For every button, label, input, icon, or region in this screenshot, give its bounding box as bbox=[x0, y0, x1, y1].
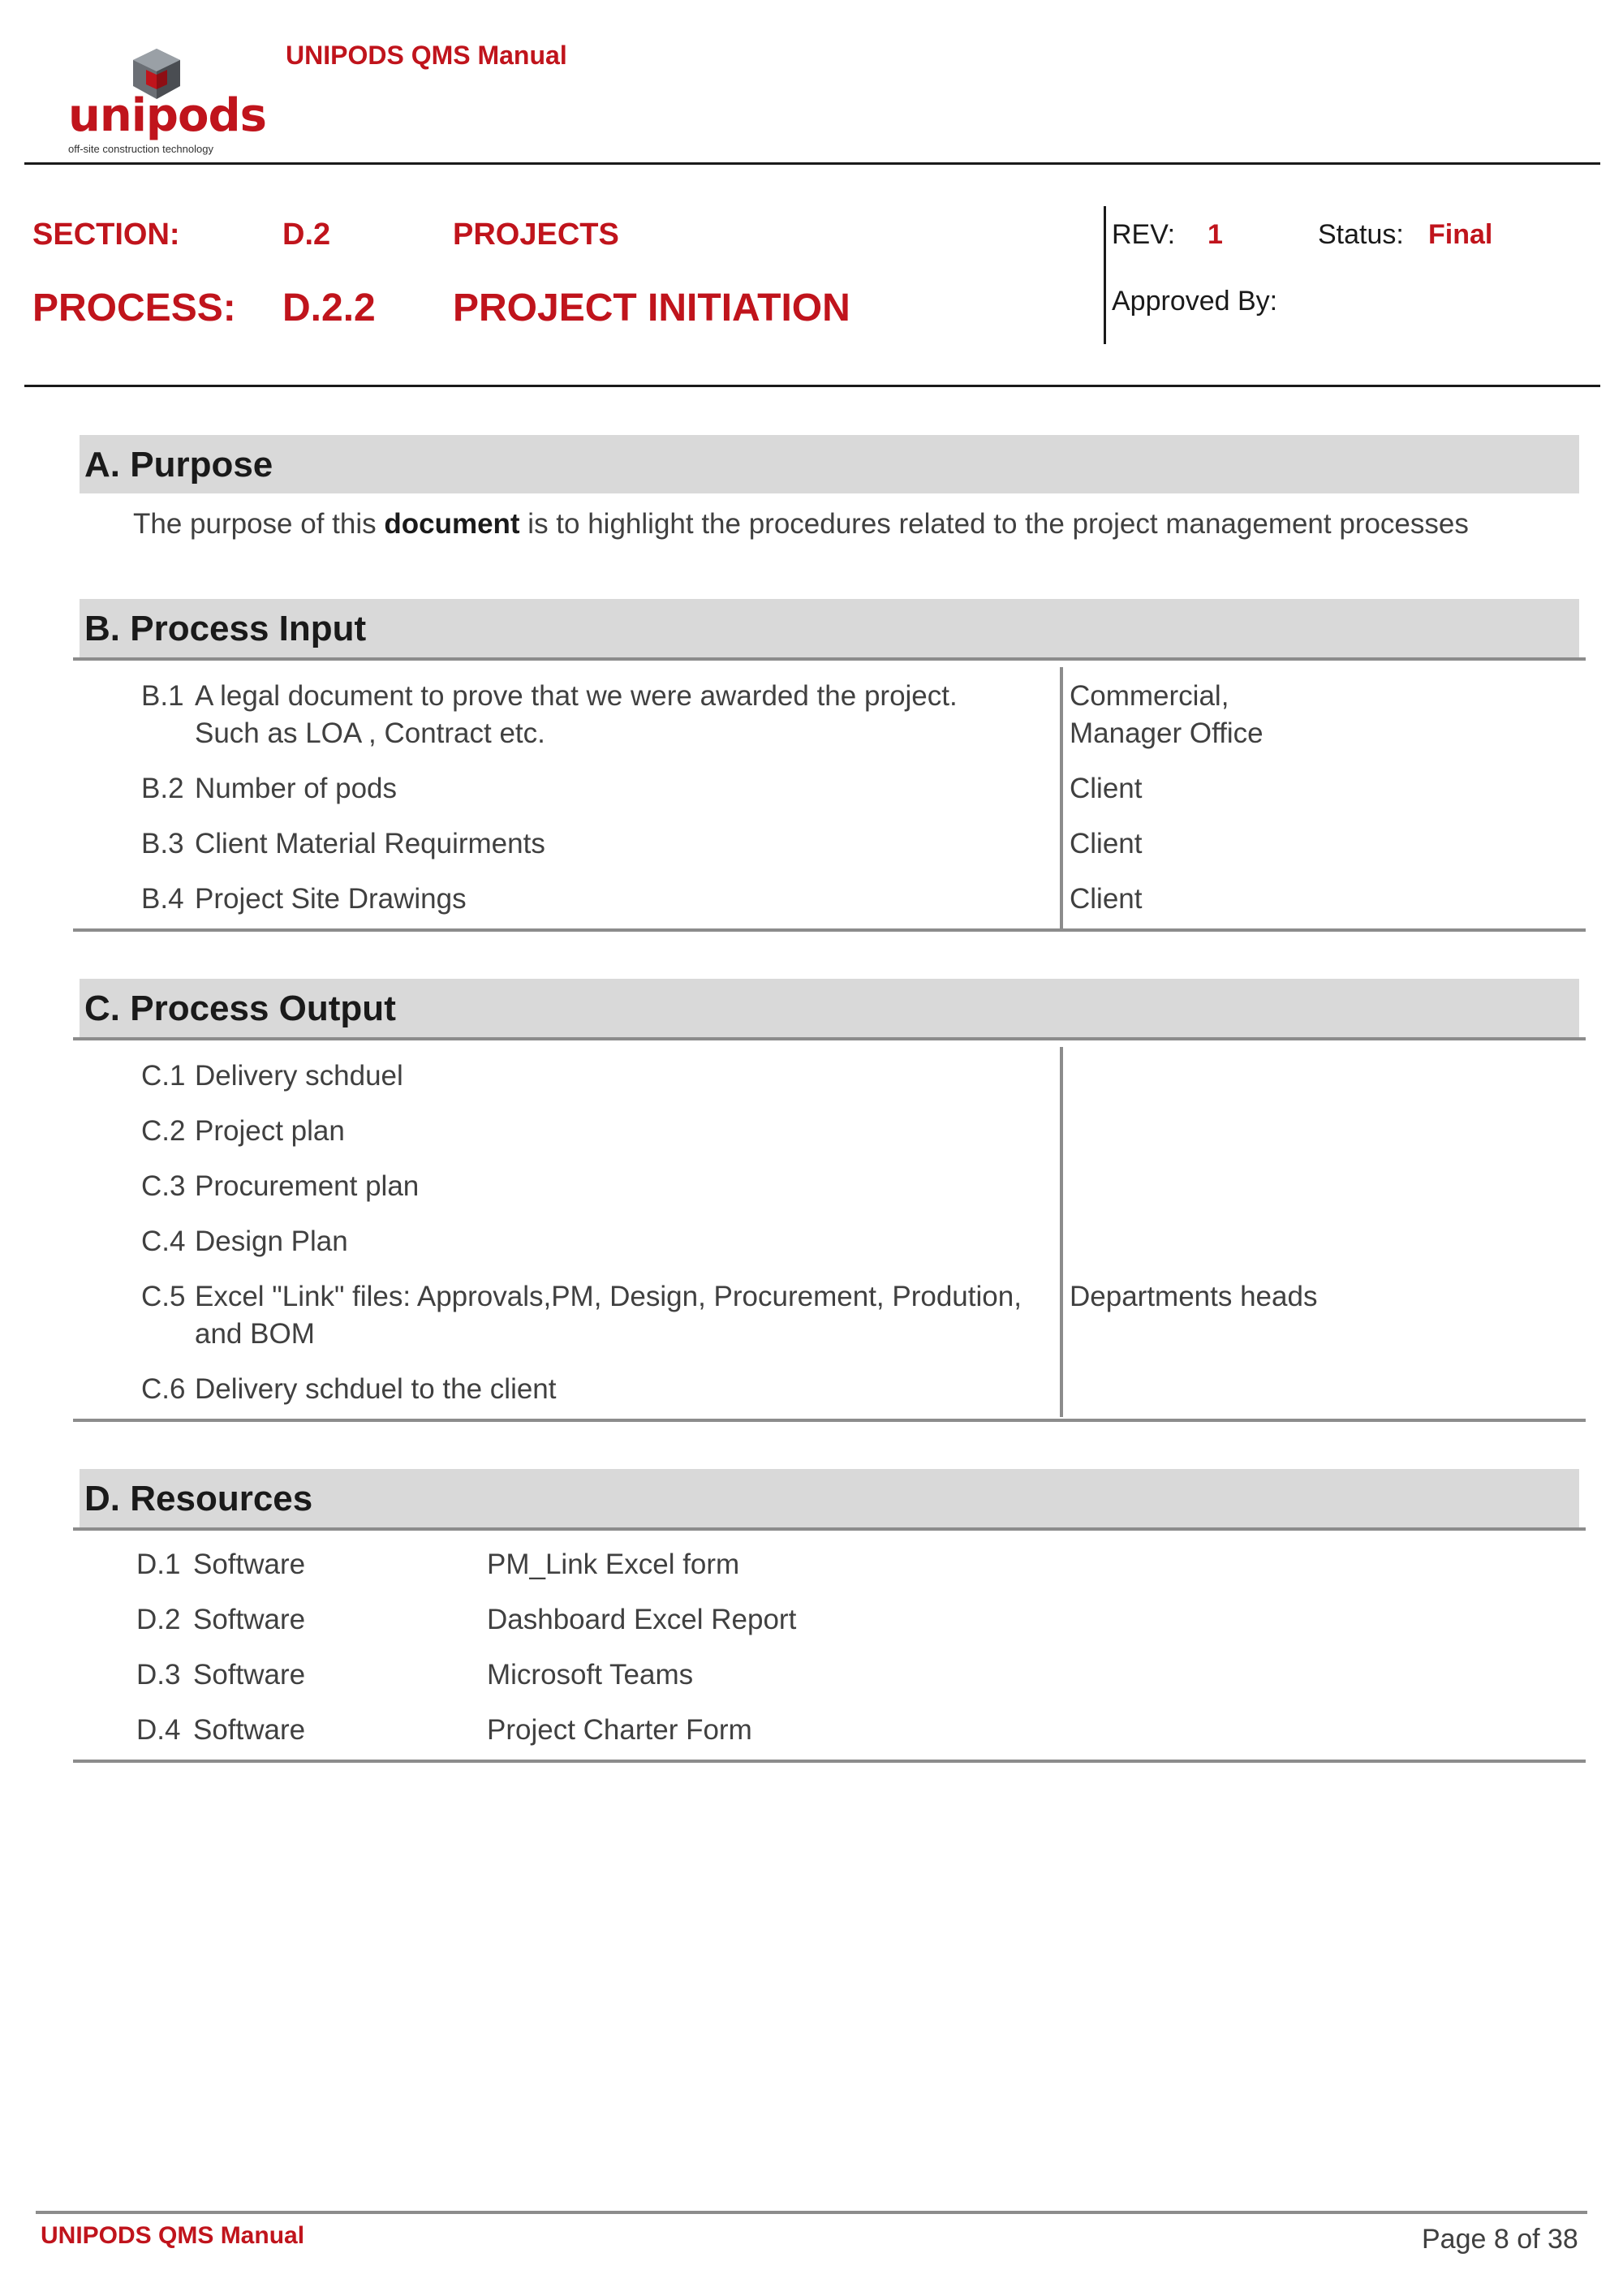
manual-title: UNIPODS QMS Manual bbox=[286, 41, 567, 70]
company-logo bbox=[65, 47, 266, 161]
rev-value: 1 bbox=[1208, 219, 1223, 250]
header-divider-top bbox=[24, 162, 1600, 165]
status-label: Status: bbox=[1318, 219, 1404, 250]
purpose-text-bold: document bbox=[384, 508, 520, 540]
process-label: PROCESS: bbox=[32, 286, 236, 330]
output-item-number: C.3 bbox=[141, 1170, 186, 1202]
process-name: PROJECT INITIATION bbox=[453, 286, 850, 330]
input-item-source: Client bbox=[1070, 828, 1143, 859]
resource-name: Microsoft Teams bbox=[487, 1659, 694, 1691]
resource-number: D.3 bbox=[136, 1659, 181, 1691]
resources-title: D. Resources bbox=[84, 1479, 313, 1518]
footer-manual-title: UNIPODS QMS Manual bbox=[41, 2222, 305, 2249]
input-item-text: Project Site Drawings bbox=[195, 883, 467, 915]
status-value: Final bbox=[1428, 219, 1493, 250]
input-item-text: A legal document to prove that we were awarded the project. bbox=[195, 680, 958, 712]
output-item-number: C.6 bbox=[141, 1373, 186, 1405]
purpose-section-header bbox=[80, 435, 1579, 493]
purpose-text-end: is to highlight the procedures related to the project management processes bbox=[519, 508, 1469, 540]
input-item-number: B.4 bbox=[141, 883, 184, 915]
header-divider-bottom bbox=[24, 385, 1600, 387]
section-code: D.2 bbox=[282, 218, 331, 252]
process-input-top-rule bbox=[73, 657, 1586, 661]
resource-number: D.2 bbox=[136, 1604, 181, 1635]
input-item-number: B.1 bbox=[141, 680, 184, 712]
output-item-number: C.1 bbox=[141, 1060, 186, 1092]
input-item-source: Client bbox=[1070, 773, 1143, 804]
purpose-text-start: The purpose of this bbox=[133, 508, 385, 540]
approved-by-label: Approved By: bbox=[1112, 286, 1278, 317]
process-output-title: C. Process Output bbox=[84, 989, 396, 1028]
process-input-section-header bbox=[80, 599, 1579, 657]
output-item-text: Delivery schduel bbox=[195, 1060, 403, 1092]
output-item-text: Design Plan bbox=[195, 1226, 348, 1257]
resource-type: Software bbox=[193, 1549, 306, 1580]
resource-type: Software bbox=[193, 1659, 306, 1691]
input-item-number: B.3 bbox=[141, 828, 184, 859]
input-item-source-continued: Manager Office bbox=[1070, 717, 1264, 749]
output-item-number: C.5 bbox=[141, 1281, 186, 1312]
process-input-bottom-rule bbox=[73, 928, 1586, 932]
resource-number: D.1 bbox=[136, 1549, 181, 1580]
header-vertical-divider bbox=[1104, 206, 1106, 344]
input-item-source: Commercial, bbox=[1070, 680, 1229, 712]
input-item-number: B.2 bbox=[141, 773, 184, 804]
resources-top-rule bbox=[73, 1527, 1586, 1531]
purpose-text bbox=[133, 508, 1469, 541]
input-item-text: Number of pods bbox=[195, 773, 398, 804]
resources-section-header bbox=[80, 1469, 1579, 1527]
section-name: PROJECTS bbox=[453, 218, 619, 252]
output-responsible: Departments heads bbox=[1070, 1281, 1318, 1312]
output-item-text: Procurement plan bbox=[195, 1170, 420, 1202]
section-label: SECTION: bbox=[32, 218, 180, 252]
process-input-column-divider bbox=[1060, 667, 1063, 930]
process-output-bottom-rule bbox=[73, 1419, 1586, 1422]
logo-wordmark: unipods bbox=[68, 89, 266, 142]
output-item-text-continued: and BOM bbox=[195, 1318, 315, 1350]
process-input-title: B. Process Input bbox=[84, 609, 367, 648]
resource-type: Software bbox=[193, 1604, 306, 1635]
process-output-column-divider bbox=[1060, 1047, 1063, 1417]
output-item-text: Excel "Link" files: Approvals,PM, Design, Procurement, Prodution, bbox=[195, 1281, 1022, 1312]
logo-tagline: off-site construction technology bbox=[68, 143, 213, 155]
resource-name: Project Charter Form bbox=[487, 1714, 752, 1746]
resources-bottom-rule bbox=[73, 1760, 1586, 1763]
output-item-text: Delivery schduel to the client bbox=[195, 1373, 557, 1405]
rev-label: REV: bbox=[1112, 219, 1176, 250]
input-item-text-continued: Such as LOA , Contract etc. bbox=[195, 717, 545, 749]
output-item-text: Project plan bbox=[195, 1115, 345, 1147]
input-item-source: Client bbox=[1070, 883, 1143, 915]
resource-type: Software bbox=[193, 1714, 306, 1746]
process-output-section-header bbox=[80, 979, 1579, 1037]
output-item-number: C.2 bbox=[141, 1115, 186, 1147]
process-code: D.2.2 bbox=[282, 286, 376, 330]
page-number: Page 8 of 38 bbox=[1422, 2224, 1578, 2255]
output-item-number: C.4 bbox=[141, 1226, 186, 1257]
purpose-title: A. Purpose bbox=[84, 445, 273, 485]
footer-rule bbox=[36, 2211, 1587, 2214]
resource-name: Dashboard Excel Report bbox=[487, 1604, 797, 1635]
resource-name: PM_Link Excel form bbox=[487, 1549, 740, 1580]
process-output-top-rule bbox=[73, 1037, 1586, 1040]
input-item-text: Client Material Requirments bbox=[195, 828, 545, 859]
resource-number: D.4 bbox=[136, 1714, 181, 1746]
